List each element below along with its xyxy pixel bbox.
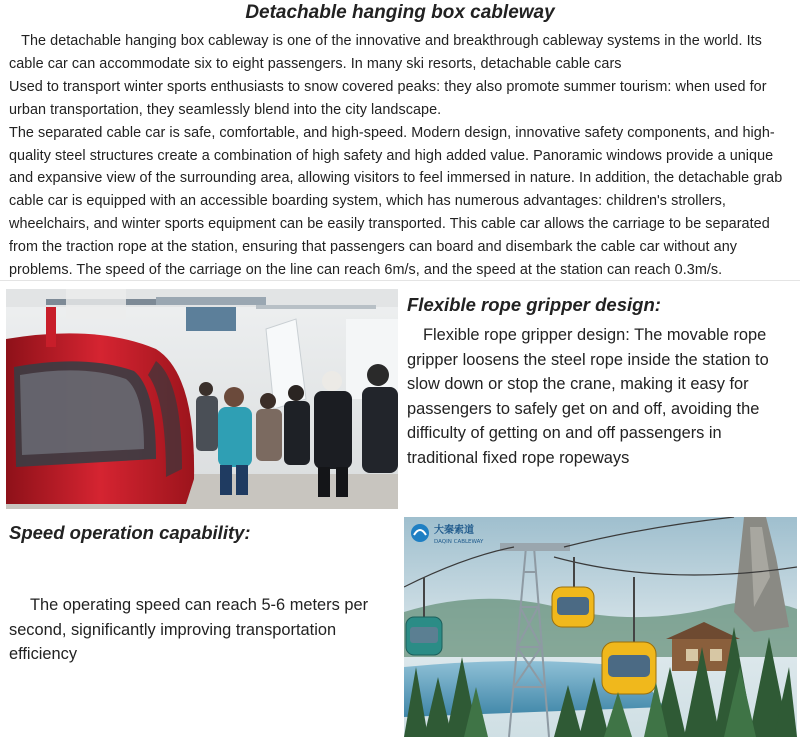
intro-paragraph-3: The separated cable car is safe, comfortable, and high-speed. Modern design, innovative safety components, and high-quality steel structures create a combination of high safety and high added value. Panoramic windows provide a unique and expansive view of the surrounding area, allowing visitors to feel immersed in nature. In addition, the detachable grab cable car is equipped with an accessible boarding system, which has numerous advantages: children's strollers, wheelchairs, and winter sports equipment can be easily transported. This cable car allows the carriage to be separated from the traction rope at the station, ensuring that passengers can board and disembark the cable car without any problems. The speed of the carriage on the line can reach 6m/s, and the speed at the station can reach 0.3m/s. xyxy=(9,124,783,279)
logo-en: DAQIN CABLEWAY xyxy=(434,539,484,545)
page-title: Detachable hanging box cableway xyxy=(245,2,555,23)
intro-paragraph-1: The detachable hanging box cableway is one of the innovative and breakthrough cableway systems in the world. Its cable car can accommodate six to eight passengers. In many ski resorts, detachable cable cars xyxy=(9,33,762,72)
daqin-logo xyxy=(411,523,484,545)
speed-heading: Speed operation capability: xyxy=(9,522,251,543)
intro-text xyxy=(9,30,795,282)
station-boarding-photo xyxy=(6,289,398,509)
forest-gondola-photo xyxy=(404,517,797,737)
gripper-heading: Flexible rope gripper design: xyxy=(407,294,661,315)
intro-paragraph-2: Used to transport winter sports enthusiasts to snow covered peaks: they also promote summer tourism: when used for urban transportation, they seamlessly blend into the city landscape. xyxy=(9,78,767,118)
speed-description: The operating speed can reach 5-6 meters per second, significantly improving transportation efficiency xyxy=(9,596,369,663)
gripper-description: Flexible rope gripper design: The movable rope gripper loosens the steel rope inside the station to slow down or stop the crane, making it easy for passengers to safely get on and off, avoiding the difficulty of getting on and off passengers in traditional fixed rope ropeways xyxy=(407,326,769,467)
logo-cn: 大秦索道 xyxy=(434,525,474,536)
section-divider xyxy=(0,280,800,281)
